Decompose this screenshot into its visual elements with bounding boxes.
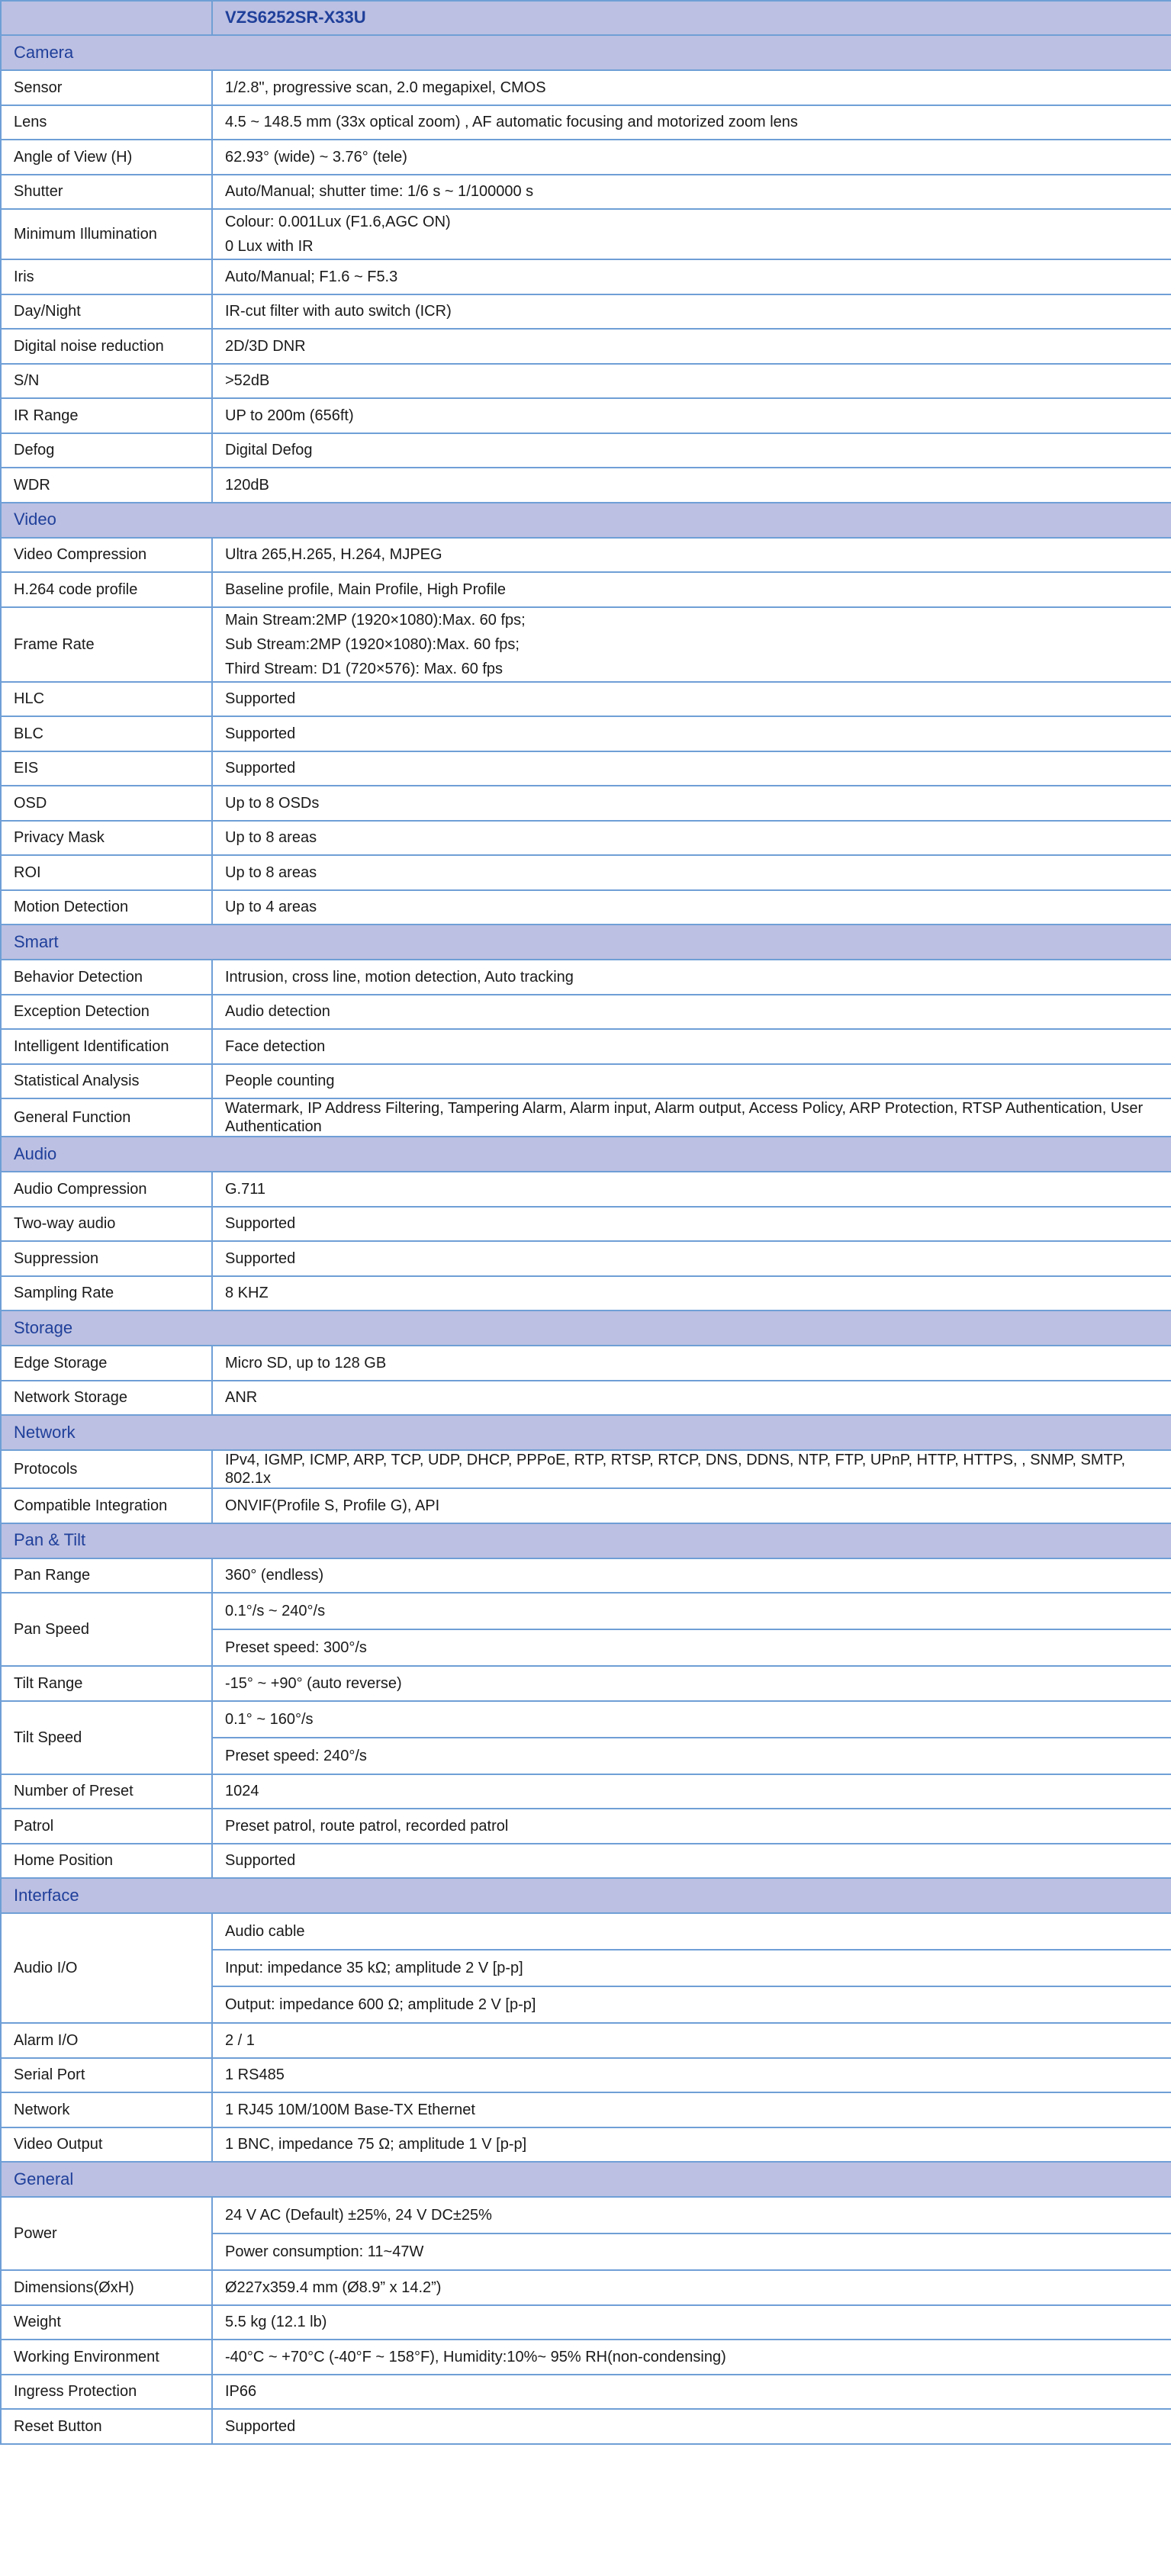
spec-label: Dimensions(ØxH)	[1, 2270, 212, 2305]
spec-value: Supported	[212, 2409, 1171, 2444]
spec-value-line: Sub Stream:2MP (1920×1080):Max. 60 fps;	[225, 635, 520, 653]
spec-value-line: Power consumption: 11~47W	[225, 2243, 424, 2260]
spec-row-osd	[1, 786, 1171, 821]
spec-value: UP to 200m (656ft)	[212, 398, 1171, 433]
spec-label: Audio Compression	[1, 1172, 212, 1207]
section-title: Camera	[1, 35, 1171, 70]
spec-label: Reset Button	[1, 2409, 212, 2444]
spec-row-network	[1, 2092, 1171, 2127]
section-header-video	[1, 503, 1171, 538]
spec-label: Tilt Range	[1, 1666, 212, 1701]
spec-value: -40°C ~ +70°C (-40°F ~ 158°F), Humidity:10%~ 95% RH(non-condensing)	[212, 2340, 1171, 2375]
spec-value: G.711	[212, 1172, 1171, 1207]
spec-row-defog	[1, 433, 1171, 468]
spec-row-sampling-rate	[1, 1276, 1171, 1311]
spec-value: Audio detection	[212, 995, 1171, 1030]
spec-row-video-output	[1, 2127, 1171, 2163]
spec-row-dimensions-xh	[1, 2270, 1171, 2305]
spec-value-line: Output: impedance 600 Ω; amplitude 2 V [p-p]	[225, 1996, 536, 2013]
spec-label: Compatible Integration	[1, 1488, 212, 1523]
spec-value: Preset patrol, route patrol, recorded patrol	[212, 1809, 1171, 1844]
spec-label: Minimum Illumination	[1, 209, 212, 259]
spec-row-exception-detection	[1, 995, 1171, 1030]
spec-value-line: Preset speed: 240°/s	[225, 1747, 367, 1764]
spec-value: Up to 8 areas	[212, 821, 1171, 856]
spec-row-hlc	[1, 682, 1171, 717]
spec-label: Frame Rate	[1, 607, 212, 682]
spec-value: ANR	[212, 1381, 1171, 1416]
spec-table-body	[1, 1, 1171, 2444]
spec-row-behavior-detection	[1, 960, 1171, 995]
spec-label: Patrol	[1, 1809, 212, 1844]
title-empty-cell	[1, 1, 212, 35]
spec-value-line: 24 V AC (Default) ±25%, 24 V DC±25%	[213, 2198, 1171, 2234]
section-title: General	[1, 2162, 1171, 2197]
spec-label: Intelligent Identification	[1, 1029, 212, 1064]
spec-label: Defog	[1, 433, 212, 468]
spec-label: Digital noise reduction	[1, 329, 212, 364]
spec-label: BLC	[1, 716, 212, 751]
spec-label: Protocols	[1, 1450, 212, 1488]
spec-label: Lens	[1, 105, 212, 140]
spec-value-line: 0.1°/s ~ 240°/s	[213, 1594, 1171, 1630]
spec-value: IP66	[212, 2375, 1171, 2410]
spec-row-intelligent-identification	[1, 1029, 1171, 1064]
section-header-pan-tilt	[1, 1523, 1171, 1558]
spec-row-s-n	[1, 364, 1171, 399]
spec-value: 1 RS485	[212, 2058, 1171, 2093]
spec-value: IR-cut filter with auto switch (ICR)	[212, 294, 1171, 330]
spec-row-shutter	[1, 175, 1171, 210]
spec-value-line: Main Stream:2MP (1920×1080):Max. 60 fps;	[225, 611, 526, 629]
spec-label: Video Compression	[1, 538, 212, 573]
spec-value: Up to 8 areas	[212, 855, 1171, 890]
spec-label: Iris	[1, 259, 212, 294]
spec-value: Micro SD, up to 128 GB	[212, 1346, 1171, 1381]
spec-label: EIS	[1, 751, 212, 786]
spec-row-general-function	[1, 1098, 1171, 1137]
spec-value-line: Colour: 0.001Lux (F1.6,AGC ON)	[225, 214, 451, 230]
spec-value	[212, 209, 1171, 259]
spec-label: Network	[1, 2092, 212, 2127]
spec-value: 8 KHZ	[212, 1276, 1171, 1311]
spec-label: Sampling Rate	[1, 1276, 212, 1311]
spec-row-lens	[1, 105, 1171, 140]
spec-row-frame-rate	[1, 607, 1171, 682]
spec-row-iris	[1, 259, 1171, 294]
spec-value-line: Input: impedance 35 kΩ; amplitude 2 V [p-p]	[213, 1950, 1171, 1987]
spec-row-patrol	[1, 1809, 1171, 1844]
spec-label: Privacy Mask	[1, 821, 212, 856]
spec-row-blc	[1, 716, 1171, 751]
spec-value: Watermark, IP Address Filtering, Tampering Alarm, Alarm input, Alarm output, Access Policy, ARP Protection, RTSP Authentication, User Authentication	[212, 1098, 1171, 1137]
spec-label: Serial Port	[1, 2058, 212, 2093]
spec-row-number-of-preset	[1, 1774, 1171, 1809]
section-title: Smart	[1, 925, 1171, 960]
spec-value: 360° (endless)	[212, 1558, 1171, 1594]
spec-label: HLC	[1, 682, 212, 717]
spec-value: Up to 8 OSDs	[212, 786, 1171, 821]
spec-value: Supported	[212, 682, 1171, 717]
spec-label: Number of Preset	[1, 1774, 212, 1809]
spec-value: Ultra 265,H.265, H.264, MJPEG	[212, 538, 1171, 573]
spec-row-suppression	[1, 1241, 1171, 1276]
spec-label: IR Range	[1, 398, 212, 433]
spec-value: Ø227x359.4 mm (Ø8.9” x 14.2”)	[212, 2270, 1171, 2305]
section-header-audio	[1, 1137, 1171, 1172]
spec-value: 62.93° (wide) ~ 3.76° (tele)	[212, 140, 1171, 175]
spec-value: 1/2.8", progressive scan, 2.0 megapixel, CMOS	[212, 70, 1171, 105]
spec-label: WDR	[1, 468, 212, 503]
spec-label: Audio I/O	[1, 1913, 212, 2023]
spec-value: 2D/3D DNR	[212, 329, 1171, 364]
spec-label: Motion Detection	[1, 890, 212, 925]
spec-row-tilt-range	[1, 1666, 1171, 1701]
spec-value	[212, 1701, 1171, 1774]
spec-value: -15° ~ +90° (auto reverse)	[212, 1666, 1171, 1701]
spec-row-alarm-i-o	[1, 2023, 1171, 2058]
spec-value: 5.5 kg (12.1 lb)	[212, 2305, 1171, 2340]
spec-label: Pan Range	[1, 1558, 212, 1594]
spec-row-motion-detection	[1, 890, 1171, 925]
spec-row-minimum-illumination	[1, 209, 1171, 259]
spec-label: Behavior Detection	[1, 960, 212, 995]
spec-row-ir-range	[1, 398, 1171, 433]
section-title: Storage	[1, 1311, 1171, 1346]
spec-row-h-264-code-profile	[1, 572, 1171, 607]
section-header-camera	[1, 35, 1171, 70]
spec-label: Working Environment	[1, 2340, 212, 2375]
section-title: Interface	[1, 1878, 1171, 1913]
spec-row-wdr	[1, 468, 1171, 503]
spec-row-home-position	[1, 1844, 1171, 1879]
spec-value-line: Third Stream: D1 (720×576): Max. 60 fps	[225, 660, 503, 677]
spec-row-compatible-integration	[1, 1488, 1171, 1523]
spec-row-working-environment	[1, 2340, 1171, 2375]
spec-label: Power	[1, 2197, 212, 2270]
spec-row-network-storage	[1, 1381, 1171, 1416]
spec-value: 120dB	[212, 468, 1171, 503]
spec-value: Supported	[212, 1241, 1171, 1276]
spec-row-audio-i-o	[1, 1913, 1171, 2023]
section-header-network	[1, 1415, 1171, 1450]
spec-row-protocols	[1, 1450, 1171, 1488]
spec-value: Auto/Manual; F1.6 ~ F5.3	[212, 259, 1171, 294]
spec-row-tilt-speed	[1, 1701, 1171, 1774]
spec-value-line: Audio cable	[213, 1914, 1171, 1950]
spec-value	[212, 1913, 1171, 2023]
spec-label: Exception Detection	[1, 995, 212, 1030]
spec-label: ROI	[1, 855, 212, 890]
spec-label: OSD	[1, 786, 212, 821]
spec-label: S/N	[1, 364, 212, 399]
spec-value: Up to 4 areas	[212, 890, 1171, 925]
spec-label: Tilt Speed	[1, 1701, 212, 1774]
spec-label: H.264 code profile	[1, 572, 212, 607]
spec-row-serial-port	[1, 2058, 1171, 2093]
spec-value: >52dB	[212, 364, 1171, 399]
spec-label: Sensor	[1, 70, 212, 105]
spec-label: General Function	[1, 1098, 212, 1137]
spec-label: Shutter	[1, 175, 212, 210]
spec-label: Ingress Protection	[1, 2375, 212, 2410]
spec-value: Supported	[212, 716, 1171, 751]
spec-value: IPv4, IGMP, ICMP, ARP, TCP, UDP, DHCP, PPPoE, RTP, RTSP, RTCP, DNS, DDNS, NTP, FTP, UPnP, HTTP, HTTPS, , SNMP, SMTP, 802.1x	[212, 1450, 1171, 1488]
spec-value: 4.5 ~ 148.5 mm (33x optical zoom) , AF automatic focusing and motorized zoom lens	[212, 105, 1171, 140]
spec-label: Day/Night	[1, 294, 212, 330]
spec-value: Supported	[212, 751, 1171, 786]
spec-row-edge-storage	[1, 1346, 1171, 1381]
spec-value: 1 RJ45 10M/100M Base-TX Ethernet	[212, 2092, 1171, 2127]
section-header-general	[1, 2162, 1171, 2197]
section-title: Audio	[1, 1137, 1171, 1172]
section-title: Video	[1, 503, 1171, 538]
spec-value	[212, 2197, 1171, 2270]
spec-value: 1024	[212, 1774, 1171, 1809]
spec-row-eis	[1, 751, 1171, 786]
spec-row-audio-compression	[1, 1172, 1171, 1207]
spec-row-two-way-audio	[1, 1207, 1171, 1242]
model-name: VZS6252SR-X33U	[212, 1, 1171, 35]
spec-value: Digital Defog	[212, 433, 1171, 468]
spec-value: 1 BNC, impedance 75 Ω; amplitude 1 V [p-p]	[212, 2127, 1171, 2163]
spec-row-roi	[1, 855, 1171, 890]
spec-row-power	[1, 2197, 1171, 2270]
spec-label: Two-way audio	[1, 1207, 212, 1242]
spec-row-pan-speed	[1, 1593, 1171, 1666]
spec-label: Suppression	[1, 1241, 212, 1276]
spec-value-line: 0.1° ~ 160°/s	[213, 1702, 1171, 1738]
section-header-smart	[1, 925, 1171, 960]
spec-label: Home Position	[1, 1844, 212, 1879]
spec-label: Network Storage	[1, 1381, 212, 1416]
spec-row-statistical-analysis	[1, 1064, 1171, 1099]
spec-value: Baseline profile, Main Profile, High Profile	[212, 572, 1171, 607]
section-title: Network	[1, 1415, 1171, 1450]
spec-label: Alarm I/O	[1, 2023, 212, 2058]
spec-row-pan-range	[1, 1558, 1171, 1594]
spec-row-angle-of-view-h	[1, 140, 1171, 175]
spec-value: 2 / 1	[212, 2023, 1171, 2058]
spec-label: Video Output	[1, 2127, 212, 2163]
spec-label: Angle of View (H)	[1, 140, 212, 175]
spec-row-day-night	[1, 294, 1171, 330]
spec-value: Supported	[212, 1844, 1171, 1879]
spec-value: Face detection	[212, 1029, 1171, 1064]
spec-value-line: Preset speed: 300°/s	[225, 1639, 367, 1656]
spec-value: Auto/Manual; shutter time: 1/6 s ~ 1/100000 s	[212, 175, 1171, 210]
spec-row-video-compression	[1, 538, 1171, 573]
section-title: Pan & Tilt	[1, 1523, 1171, 1558]
spec-row-ingress-protection	[1, 2375, 1171, 2410]
spec-label: Pan Speed	[1, 1593, 212, 1666]
spec-row-weight	[1, 2305, 1171, 2340]
spec-row-privacy-mask	[1, 821, 1171, 856]
spec-row-reset-button	[1, 2409, 1171, 2444]
spec-value: People counting	[212, 1064, 1171, 1099]
spec-label: Weight	[1, 2305, 212, 2340]
spec-row-digital-noise-reduction	[1, 329, 1171, 364]
spec-value: Intrusion, cross line, motion detection, Auto tracking	[212, 960, 1171, 995]
spec-row-sensor	[1, 70, 1171, 105]
spec-value-line: 0 Lux with IR	[225, 238, 314, 255]
section-header-storage	[1, 1311, 1171, 1346]
spec-value: ONVIF(Profile S, Profile G), API	[212, 1488, 1171, 1523]
spec-label: Statistical Analysis	[1, 1064, 212, 1099]
section-header-interface	[1, 1878, 1171, 1913]
spec-value: Supported	[212, 1207, 1171, 1242]
spec-value	[212, 607, 1171, 682]
spec-label: Edge Storage	[1, 1346, 212, 1381]
spec-value	[212, 1593, 1171, 1666]
title-row	[1, 1, 1171, 35]
